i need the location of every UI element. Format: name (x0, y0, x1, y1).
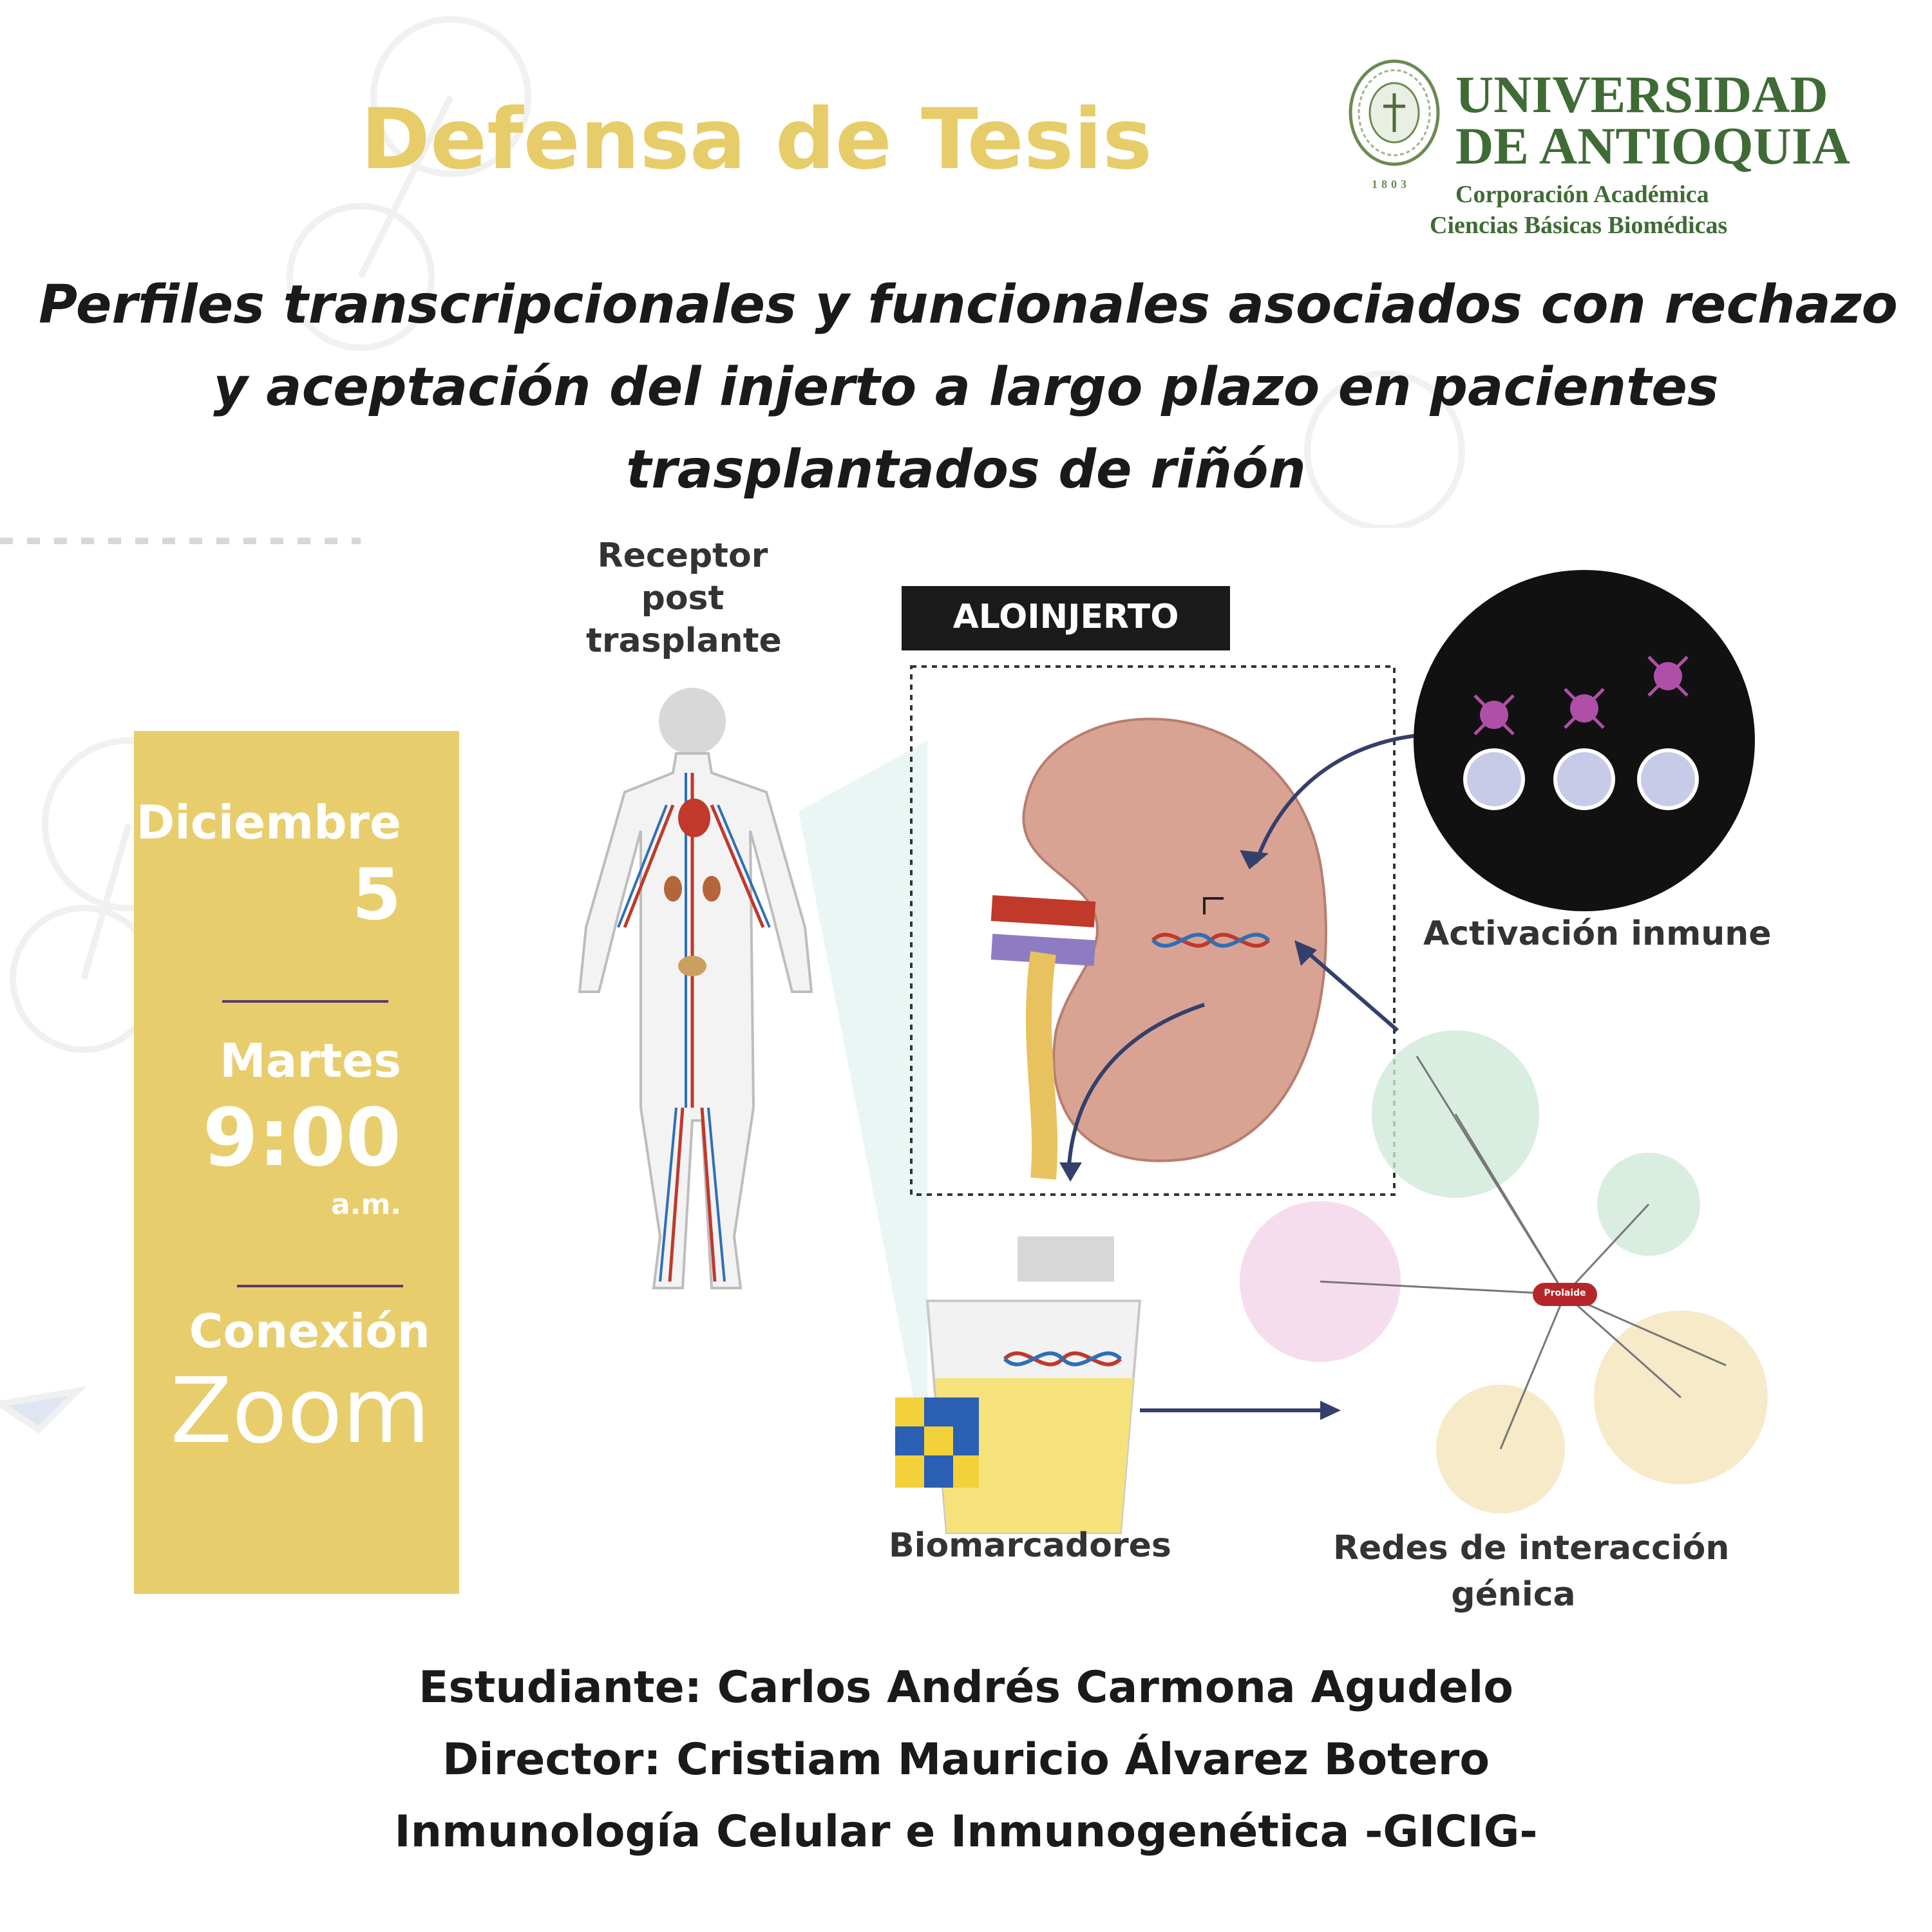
platform-name: Zoom (170, 1359, 430, 1464)
event-month: Diciembre (136, 795, 401, 849)
thesis-title-line: trasplantados de riñón (626, 439, 1306, 500)
university-seal-icon (1346, 58, 1443, 180)
immune-cells-icon (1414, 570, 1755, 911)
figure-illustration (528, 528, 1816, 1636)
logo-subtitle-1: Corporación Académica (1455, 181, 1709, 208)
logo-line-2: DE ANTIOQUIA (1455, 117, 1850, 175)
recipient-label-line: trasplante (586, 621, 782, 660)
thesis-title (39, 264, 1898, 511)
network-hub-label: Prolaide (1544, 1288, 1586, 1298)
kidney-icon (992, 719, 1326, 1179)
connection-label: Conexión (189, 1304, 430, 1358)
recipient-label (586, 535, 782, 662)
student-name: Estudiante: Carlos Andrés Carmona Agudelo (418, 1662, 1514, 1713)
human-body-icon (580, 688, 927, 1468)
event-weekday: Martes (220, 1034, 401, 1088)
biomarkers-label: Biomarcadores (889, 1526, 1171, 1565)
thesis-title-line: Perfiles transcripcionales y funcionales asociados con rechazo (39, 274, 1898, 336)
event-day: 5 (352, 853, 401, 936)
allograft-label: ALOINJERTO (952, 598, 1179, 636)
thesis-figure (528, 528, 1816, 1636)
recipient-label-line: post (641, 579, 724, 618)
university-logo (1340, 52, 1855, 251)
separator (222, 1000, 388, 1003)
page-title: Defensa de Tesis (361, 90, 1153, 188)
credits (0, 1652, 1932, 1868)
networks-label (1333, 1525, 1730, 1618)
networks-label-line: Redes de interacción (1333, 1529, 1730, 1567)
immune-activation-label: Activación inmune (1423, 914, 1772, 953)
event-info-panel (134, 731, 459, 1594)
event-time: 9:00 (202, 1092, 401, 1184)
event-ampm: a.m. (331, 1188, 401, 1221)
logo-subtitle-2: Ciencias Básicas Biomédicas (1430, 212, 1728, 239)
logo-line-1: UNIVERSIDAD (1455, 65, 1828, 124)
urine-cup-icon (927, 1236, 1140, 1533)
director-name: Director: Cristiam Mauricio Álvarez Botero (442, 1734, 1490, 1785)
networks-label-line: génica (1451, 1575, 1576, 1614)
separator (237, 1285, 403, 1287)
recipient-label-line: Receptor (597, 536, 768, 575)
gene-network-icon (1240, 1030, 1768, 1513)
thesis-title-line: y aceptación del injerto a largo plazo en pacientes (213, 357, 1719, 418)
research-group: Inmunología Celular e Inmunogenética -GICIG- (394, 1806, 1538, 1857)
logo-year: 1803 (1372, 178, 1410, 191)
heatmap-icon (895, 1397, 979, 1488)
